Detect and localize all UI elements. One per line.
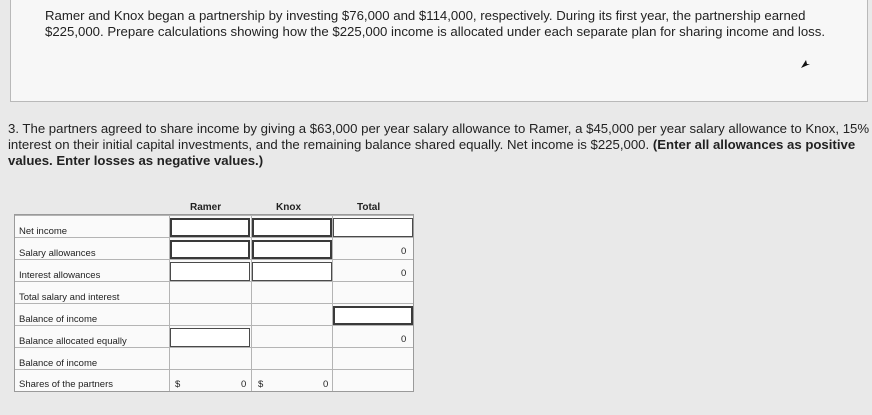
mouse-cursor-icon xyxy=(799,58,811,70)
net-income-total-input[interactable] xyxy=(333,218,413,237)
question-prompt xyxy=(8,121,870,169)
shares-knox-value: 0 xyxy=(323,379,329,390)
row-divider xyxy=(15,215,413,216)
header-total: Total xyxy=(357,202,381,213)
interest-allowance-ramer-input[interactable] xyxy=(170,262,250,281)
salary-allowance-knox-input[interactable] xyxy=(252,240,332,259)
row-divider xyxy=(15,347,413,348)
interest-allowance-total-value: 0 xyxy=(401,268,407,279)
salary-allowance-ramer-input[interactable] xyxy=(170,240,250,259)
row-label-total-salary-interest: Total salary and interest xyxy=(19,292,120,303)
row-divider xyxy=(15,325,413,326)
allocation-grid xyxy=(14,214,414,392)
problem-statement: Ramer and Knox began a partnership by investing $76,000 and $114,000, respectively. During its first year, the partnership earned $225,000. Prepare calculations showing how the $225,000 income is allocated under each separate plan for sharing income and loss. xyxy=(45,8,826,39)
row-divider xyxy=(15,237,413,238)
income-allocation-table xyxy=(14,196,414,394)
balance-allocated-ramer-input[interactable] xyxy=(170,328,250,347)
row-label-shares-of-partners: Shares of the partners xyxy=(19,379,113,390)
row-label-balance-allocated-equally: Balance allocated equally xyxy=(19,336,127,347)
balance-allocated-total-value: 0 xyxy=(401,334,407,345)
question-instruction: (Enter all allowances as positive values. Enter losses as negative values.) xyxy=(8,137,856,168)
balance-of-income-total-input[interactable] xyxy=(333,306,413,325)
row-label-interest-allowances: Interest allowances xyxy=(19,270,101,281)
salary-allowance-total-value: 0 xyxy=(401,246,407,257)
row-divider xyxy=(15,281,413,282)
problem-card xyxy=(10,0,868,102)
row-divider xyxy=(15,369,413,370)
question-text: 3. The partners agreed to share income by giving a $63,000 per year salary allowance to Ramer, a $45,000 per year salary allowance to Knox, 15% interest on their initial capital investments, and the remaining balance shared equally. Net income is $225,000. xyxy=(8,121,870,152)
row-label-net-income: Net income xyxy=(19,226,68,237)
row-label-salary-allowances: Salary allowances xyxy=(19,248,96,259)
row-label-balance-of-income-2: Balance of income xyxy=(19,358,98,369)
row-label-balance-of-income: Balance of income xyxy=(19,314,98,325)
shares-knox-currency: $ xyxy=(258,379,264,390)
header-knox: Knox xyxy=(276,202,301,213)
interest-allowance-knox-input[interactable] xyxy=(252,262,332,281)
shares-ramer-value: 0 xyxy=(241,379,247,390)
net-income-ramer-input[interactable] xyxy=(170,218,250,237)
shares-ramer-currency: $ xyxy=(175,379,181,390)
row-divider xyxy=(15,259,413,260)
net-income-knox-input[interactable] xyxy=(252,218,332,237)
row-divider xyxy=(15,303,413,304)
header-ramer: Ramer xyxy=(190,202,222,213)
